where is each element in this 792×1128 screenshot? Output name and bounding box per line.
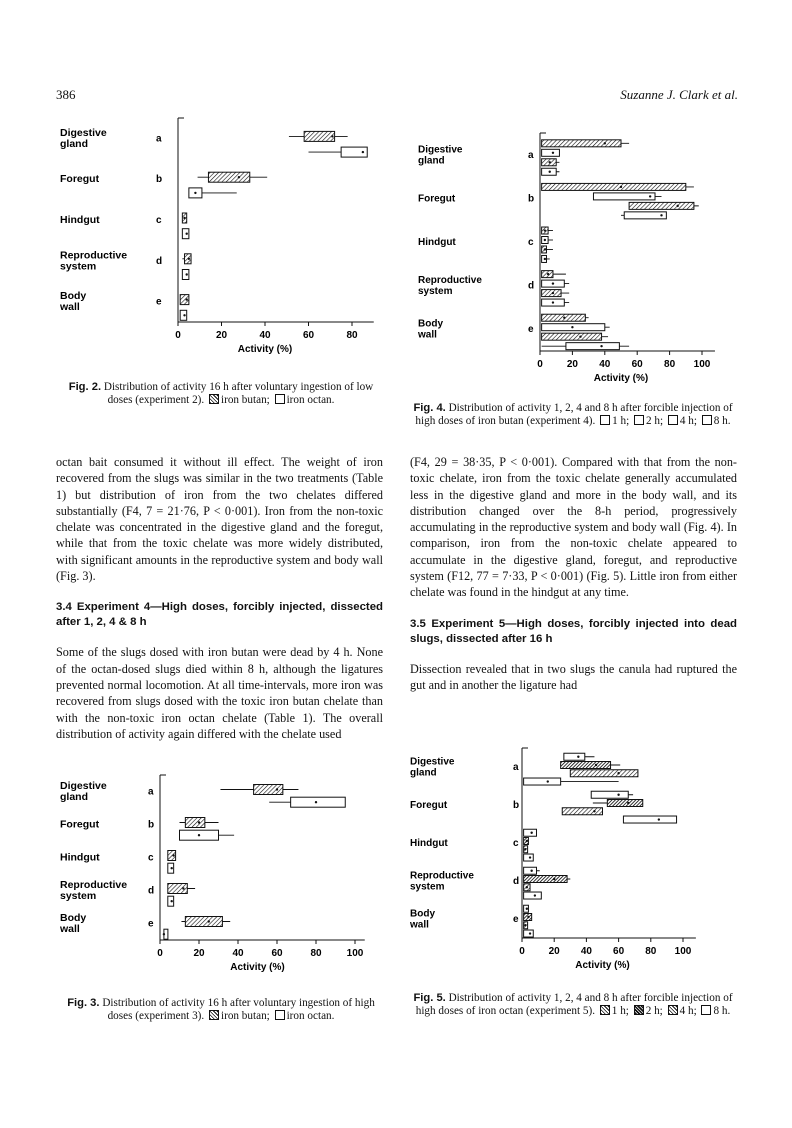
category-label: Digestive bbox=[410, 756, 455, 768]
box-plot-4-h bbox=[629, 202, 699, 209]
box-plot-1-h bbox=[542, 271, 566, 278]
category-letter: e bbox=[528, 324, 534, 336]
x-tick-label: 60 bbox=[631, 359, 643, 370]
median-marker bbox=[188, 258, 190, 260]
figure-4 bbox=[410, 125, 740, 400]
median-marker bbox=[677, 205, 679, 207]
box bbox=[524, 876, 567, 883]
box bbox=[570, 770, 638, 777]
category-label: Digestive bbox=[60, 780, 107, 792]
legend-2h-swatch-icon bbox=[634, 1005, 644, 1015]
median-marker bbox=[544, 248, 546, 250]
category-label: wall bbox=[60, 301, 80, 314]
box-plot-2-h bbox=[542, 280, 570, 287]
x-tick-label: 0 bbox=[157, 948, 163, 959]
paragraph: Dissection revealed that in two slugs the canula had ruptured the gut and in another the ligature had bbox=[410, 661, 737, 692]
box-plot-iron-butan bbox=[180, 295, 189, 305]
box bbox=[542, 333, 602, 340]
category-letter: e bbox=[148, 918, 154, 930]
category-letter: b bbox=[148, 819, 155, 831]
paragraph: (F4, 29 = 38·35, P < 0·001). Compared with that from the non-toxic chelate, iron from the toxic chelate generally accumulated less in the digestive gland and more in the body wall, and its distribution changed over the 8-h period, progressively accumulating in the reproductive system and body wall (Fig. 4). In comparison, iron from the non-toxic chelate appeared to accumulate in the digestive gland, foregut, and reproductive system (F12, 77 = 7·33, P < 0·001) (Fig. 5). Little iron from either chelate was found in the hindgut at any time. bbox=[410, 455, 737, 600]
category-label: Hindgut bbox=[60, 214, 100, 226]
box-plot-2-h bbox=[593, 800, 643, 807]
median-marker bbox=[600, 345, 602, 347]
box-plot-8-h bbox=[621, 212, 666, 219]
category-letter: d bbox=[156, 255, 163, 267]
legend-2h-swatch-icon bbox=[634, 415, 644, 425]
box bbox=[542, 149, 560, 156]
box-plot-1-h bbox=[524, 905, 529, 912]
box bbox=[624, 212, 666, 219]
x-tick-label: 100 bbox=[346, 948, 364, 959]
box bbox=[524, 867, 537, 874]
median-marker bbox=[530, 870, 532, 872]
box-plot-4-h bbox=[524, 884, 530, 891]
section-heading: 3.4 Experiment 4—High doses, forcibly injected, dissected after 1, 2, 4 & 8 h bbox=[56, 601, 383, 629]
median-marker bbox=[530, 832, 532, 834]
box-plot-8-h bbox=[524, 892, 542, 899]
box-plot-4-h bbox=[542, 290, 570, 297]
median-marker bbox=[549, 161, 551, 163]
median-marker bbox=[238, 176, 240, 178]
box bbox=[524, 930, 534, 937]
box-plot-2-h bbox=[524, 876, 571, 883]
category-label: Foregut bbox=[418, 193, 456, 205]
paragraph: octan bait consumed it without ill effect. The weight of iron recovered from the slugs was similar in the two treatments (Table 1) but distribution of iron from the two chelates differed substantially (F4, 7 = 21·76, P < 0·001). Iron from the non-toxic chelate was concentrated in the digestive gland and the foregut, while that from the toxic chelate was more widely distributed, with significant amounts in the reproductive system and body wall (Fig. 3). bbox=[56, 455, 383, 584]
x-tick-label: 40 bbox=[232, 948, 244, 959]
box-plot-1-h bbox=[542, 227, 553, 234]
figure-2-caption: Fig. 2. Distribution of activity 16 h after voluntary ingestion of low doses (experiment 2). iron butan; iron octan. bbox=[68, 381, 374, 406]
box bbox=[291, 797, 346, 807]
x-tick-label: 80 bbox=[310, 948, 322, 959]
median-marker bbox=[182, 887, 184, 889]
x-tick-label: 20 bbox=[193, 948, 205, 959]
figure-2 bbox=[60, 110, 380, 380]
median-marker bbox=[194, 192, 196, 194]
x-tick-label: 60 bbox=[302, 330, 315, 341]
box bbox=[542, 140, 621, 147]
x-tick-label: 20 bbox=[548, 946, 560, 957]
median-marker bbox=[527, 916, 529, 918]
box-plot-8-h bbox=[524, 930, 534, 937]
median-marker bbox=[529, 856, 531, 858]
paragraph: Some of the slugs dosed with iron butan were dead by 4 h. None of the octan-dosed slugs died within 8 h, although the ligatures prevented normal locomotion. At all time-intervals, more iron was recovered from slugs dosed with the toxic iron butan chelate than with the non-toxic iron octan chelate (Table 1). The overall distribution of activity again differed with the chelate used bbox=[56, 645, 383, 741]
category-label: gland bbox=[60, 791, 88, 803]
box bbox=[629, 202, 694, 209]
x-axis-label: Activity (%) bbox=[230, 962, 285, 973]
median-marker bbox=[183, 217, 185, 219]
box-plot-8-h bbox=[542, 168, 560, 175]
box-plot-2-h bbox=[542, 324, 610, 331]
median-marker bbox=[552, 292, 554, 294]
box-plot-iron-butan bbox=[182, 213, 186, 223]
x-tick-label: 40 bbox=[580, 946, 592, 957]
category-label: Digestive bbox=[60, 126, 107, 139]
box-plot-2-h bbox=[561, 762, 621, 769]
median-marker bbox=[617, 794, 619, 796]
box-plot-1-h bbox=[591, 791, 633, 798]
category-letter: d bbox=[528, 280, 535, 292]
category-letter: a bbox=[148, 786, 154, 798]
category-label: Reproductive bbox=[418, 275, 482, 287]
median-marker bbox=[198, 834, 200, 836]
category-label: wall bbox=[60, 923, 80, 935]
box bbox=[185, 917, 222, 927]
box-plot-4-h bbox=[524, 846, 528, 853]
box bbox=[591, 791, 628, 798]
median-marker bbox=[563, 317, 565, 319]
box bbox=[524, 854, 534, 861]
octan-swatch-icon bbox=[275, 1010, 285, 1020]
x-tick-label: 80 bbox=[645, 946, 657, 957]
box bbox=[304, 131, 334, 141]
box-plot-iron-octan bbox=[180, 830, 235, 840]
median-marker bbox=[552, 282, 554, 284]
category-letter: c bbox=[156, 215, 162, 226]
legend-1h-swatch-icon bbox=[600, 415, 610, 425]
category-label: Hindgut bbox=[60, 851, 100, 864]
category-label: Digestive bbox=[418, 144, 463, 156]
x-tick-label: 60 bbox=[271, 948, 283, 959]
section-heading: 3.5 Experiment 5—High doses, forcibly injected into dead slugs, dissected after 16 h bbox=[410, 617, 737, 645]
box bbox=[607, 800, 642, 807]
median-marker bbox=[595, 764, 597, 766]
running-head: Suzanne J. Clark et al. bbox=[620, 87, 738, 102]
category-letter: a bbox=[513, 762, 519, 773]
median-marker bbox=[526, 840, 528, 842]
box-plot-2-h bbox=[524, 838, 529, 845]
category-label: Foregut bbox=[60, 173, 100, 186]
category-label: Foregut bbox=[410, 800, 448, 811]
median-marker bbox=[331, 135, 333, 137]
median-marker bbox=[172, 854, 174, 856]
category-label: system bbox=[60, 260, 97, 273]
category-label: Foregut bbox=[60, 818, 100, 831]
box-plot-iron-octan bbox=[180, 310, 187, 320]
median-marker bbox=[617, 772, 619, 774]
median-marker bbox=[315, 801, 317, 803]
category-label: gland bbox=[60, 137, 88, 150]
median-marker bbox=[171, 867, 173, 869]
box bbox=[562, 808, 602, 815]
category-letter: e bbox=[156, 296, 162, 308]
median-marker bbox=[524, 924, 526, 926]
legend-8h-swatch-icon bbox=[701, 1005, 711, 1015]
box-plot-iron-butan bbox=[168, 851, 176, 861]
box bbox=[208, 172, 249, 182]
box-plot-8-h bbox=[542, 299, 570, 306]
box-plot-8-h bbox=[623, 816, 676, 823]
median-marker bbox=[526, 908, 528, 910]
category-label: gland bbox=[410, 767, 437, 779]
category-letter: d bbox=[148, 885, 155, 897]
legend-4h-swatch-icon bbox=[668, 1005, 678, 1015]
category-label: gland bbox=[418, 155, 445, 167]
box-plot-1-h bbox=[542, 183, 694, 190]
median-marker bbox=[524, 848, 526, 850]
median-marker bbox=[534, 894, 536, 896]
x-tick-label: 100 bbox=[693, 359, 711, 370]
legend-8h-swatch-icon bbox=[702, 415, 712, 425]
median-marker bbox=[547, 273, 549, 275]
category-label: system bbox=[60, 890, 97, 902]
box-plot-iron-octan bbox=[189, 188, 237, 198]
median-marker bbox=[620, 186, 622, 188]
median-marker bbox=[552, 301, 554, 303]
box bbox=[254, 785, 283, 795]
median-marker bbox=[649, 195, 651, 197]
box-plot-4-h bbox=[542, 333, 608, 340]
median-marker bbox=[627, 802, 629, 804]
box-plot-iron-octan bbox=[182, 269, 189, 279]
box bbox=[542, 290, 561, 297]
box-plot-2-h bbox=[542, 149, 560, 156]
box-plot-1-h bbox=[542, 314, 589, 321]
category-label: Reproductive bbox=[410, 870, 474, 882]
category-label: system bbox=[418, 286, 453, 298]
box-plot-iron-butan bbox=[181, 917, 230, 927]
box-plot-iron-octan bbox=[163, 929, 168, 939]
median-marker bbox=[577, 756, 579, 758]
figure-3-caption: Fig. 3. Distribution of activity 16 h after voluntary ingestion of high doses (experiment 3). iron butan; iron octan. bbox=[67, 997, 375, 1022]
category-letter: c bbox=[513, 838, 519, 849]
median-marker bbox=[186, 273, 188, 275]
x-axis-label: Activity (%) bbox=[593, 373, 649, 384]
median-marker bbox=[183, 314, 185, 316]
category-letter: b bbox=[528, 193, 535, 205]
box-plot-4-h bbox=[542, 246, 553, 253]
median-marker bbox=[553, 878, 555, 880]
box-plot-iron-octan bbox=[309, 147, 368, 157]
category-label: Body bbox=[410, 908, 435, 920]
box-plot-8-h bbox=[524, 778, 619, 785]
box-plot-4-h bbox=[524, 922, 528, 929]
median-marker bbox=[171, 900, 173, 902]
box-plot-2-h bbox=[593, 193, 661, 200]
category-letter: b bbox=[156, 174, 163, 186]
category-label: Hindgut bbox=[410, 838, 448, 849]
box-plot-8-h bbox=[542, 255, 550, 262]
median-marker bbox=[186, 232, 188, 234]
median-marker bbox=[579, 335, 581, 337]
median-marker bbox=[593, 810, 595, 812]
box-plot-4-h bbox=[570, 770, 638, 777]
median-marker bbox=[547, 780, 549, 782]
legend-4h-swatch-icon bbox=[668, 415, 678, 425]
x-axis-label: Activity (%) bbox=[575, 960, 630, 971]
category-label: Reproductive bbox=[60, 879, 128, 891]
x-tick-label: 40 bbox=[599, 359, 611, 370]
category-label: Reproductive bbox=[60, 249, 128, 262]
box bbox=[566, 343, 619, 350]
x-tick-label: 60 bbox=[613, 946, 625, 957]
median-marker bbox=[604, 142, 606, 144]
median-marker bbox=[658, 818, 660, 820]
box-plot-1-h bbox=[564, 753, 595, 760]
median-marker bbox=[660, 214, 662, 216]
median-marker bbox=[544, 239, 546, 241]
page-number: 386 bbox=[56, 87, 76, 102]
octan-swatch-icon bbox=[275, 394, 285, 404]
box-plot-4-h bbox=[562, 808, 602, 815]
category-label: system bbox=[410, 881, 445, 893]
median-marker bbox=[552, 152, 554, 154]
box bbox=[623, 816, 676, 823]
category-label: Body bbox=[60, 290, 87, 303]
box-plot-4-h bbox=[542, 159, 560, 166]
figure-5 bbox=[410, 740, 740, 990]
box-plot-iron-octan bbox=[182, 229, 189, 239]
legend-1h-swatch-icon bbox=[600, 1005, 610, 1015]
x-tick-label: 0 bbox=[519, 946, 525, 957]
category-letter: a bbox=[156, 133, 162, 145]
box-plot-iron-octan bbox=[168, 896, 174, 906]
box-plot-iron-octan bbox=[168, 863, 174, 873]
figure-5-caption: Fig. 5. Distribution of activity 1, 2, 4 and 8 h after forcible injection of high doses of iron octan (experiment 5). 1 h; 2 h; 4 h; 8 h. bbox=[413, 992, 733, 1017]
box-plot-1-h bbox=[524, 829, 537, 836]
x-tick-label: 20 bbox=[566, 359, 578, 370]
x-tick-label: 20 bbox=[215, 330, 228, 341]
box-plot-iron-butan bbox=[180, 818, 219, 828]
category-label: wall bbox=[410, 919, 429, 931]
median-marker bbox=[571, 326, 573, 328]
category-letter: b bbox=[513, 800, 520, 811]
x-tick-label: 0 bbox=[537, 359, 543, 370]
box-plot-iron-butan bbox=[289, 131, 348, 141]
median-marker bbox=[526, 886, 528, 888]
box-plot-2-h bbox=[524, 914, 532, 921]
median-marker bbox=[362, 151, 364, 153]
x-tick-label: 0 bbox=[175, 330, 181, 341]
x-axis-label: Activity (%) bbox=[237, 344, 293, 355]
box-plot-iron-octan bbox=[269, 797, 345, 807]
butan-swatch-icon bbox=[209, 1010, 219, 1020]
box-plot-2-h bbox=[542, 237, 553, 244]
box bbox=[524, 778, 561, 785]
median-marker bbox=[544, 229, 546, 231]
category-letter: d bbox=[513, 876, 520, 887]
box-plot-8-h bbox=[524, 854, 534, 861]
median-marker bbox=[529, 932, 531, 934]
left-column bbox=[56, 454, 383, 742]
category-letter: a bbox=[528, 149, 534, 161]
butan-swatch-icon bbox=[209, 394, 219, 404]
category-label: wall bbox=[418, 329, 437, 341]
median-marker bbox=[549, 171, 551, 173]
box bbox=[542, 183, 686, 190]
box-plot-iron-butan bbox=[168, 884, 195, 894]
box bbox=[564, 753, 585, 760]
median-marker bbox=[198, 821, 200, 823]
median-marker bbox=[276, 788, 278, 790]
right-column bbox=[410, 454, 737, 693]
x-tick-label: 80 bbox=[346, 330, 358, 341]
median-marker bbox=[163, 933, 165, 935]
box-plot-1-h bbox=[542, 140, 629, 147]
box bbox=[561, 762, 611, 769]
category-letter: c bbox=[148, 852, 154, 864]
box-plot-iron-butan bbox=[198, 172, 268, 182]
figure-4-caption: Fig. 4. Distribution of activity 1, 2, 4 and 8 h after forcible injection of high doses of iron butan (experiment 4). 1 h; 2 h; 4 h; 8 h. bbox=[413, 402, 733, 427]
box-plot-1-h bbox=[524, 867, 540, 874]
category-label: Hindgut bbox=[418, 237, 456, 248]
category-letter: e bbox=[513, 914, 519, 925]
x-tick-label: 40 bbox=[259, 330, 271, 341]
category-label: Body bbox=[418, 318, 443, 330]
median-marker bbox=[186, 298, 188, 300]
figure-3 bbox=[60, 755, 380, 995]
box bbox=[524, 892, 542, 899]
category-label: Body bbox=[60, 912, 87, 924]
box-plot-8-h bbox=[542, 343, 629, 350]
box bbox=[593, 193, 655, 200]
x-tick-label: 80 bbox=[664, 359, 676, 370]
box-plot-iron-butan bbox=[182, 254, 191, 264]
box bbox=[185, 818, 205, 828]
box-plot-iron-butan bbox=[220, 785, 298, 795]
median-marker bbox=[208, 920, 210, 922]
category-letter: c bbox=[528, 237, 534, 248]
box bbox=[524, 829, 537, 836]
x-tick-label: 100 bbox=[674, 946, 692, 957]
median-marker bbox=[544, 258, 546, 260]
